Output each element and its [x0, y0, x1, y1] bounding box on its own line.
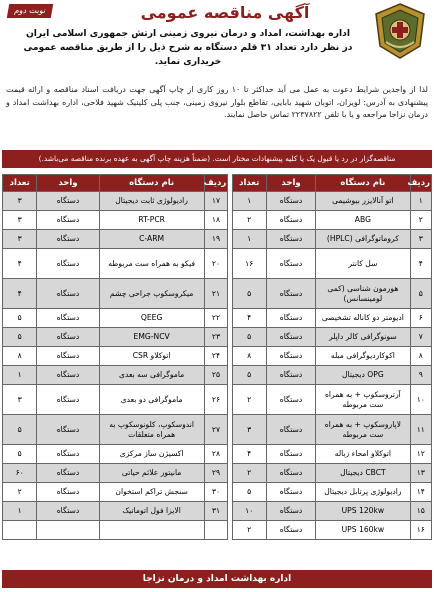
count-cell: ۸ [232, 347, 266, 366]
count-cell: ۲ [232, 464, 266, 483]
row-number-cell: ۲۰ [204, 249, 228, 279]
table-row [3, 328, 432, 347]
column-separator [228, 249, 232, 279]
device-name-cell: QEEG [99, 309, 204, 328]
column-separator [228, 502, 232, 521]
unit-cell: دستگاه [266, 502, 315, 521]
device-name-cell: EMG-NCV [99, 328, 204, 347]
column-separator [228, 211, 232, 230]
row-number-cell: ۲۲ [204, 309, 228, 328]
equipment-table [2, 174, 432, 540]
unit-cell: دستگاه [266, 347, 315, 366]
table-body [3, 192, 432, 540]
row-number-cell: ۳ [410, 230, 431, 249]
ad-title: آگهی مناقصه عمومی [140, 3, 310, 22]
unit-cell: دستگاه [266, 279, 315, 309]
count-cell: ۱ [3, 366, 37, 385]
heading-line-3: خریداری نماید. [154, 56, 222, 67]
device-name-cell: میکروسکوپ جراحی چشم [99, 279, 204, 309]
count-cell: ۵ [232, 366, 266, 385]
count-cell [3, 521, 37, 540]
count-cell: ۱ [232, 230, 266, 249]
device-name-cell: OPG دیجیتال [316, 366, 410, 385]
device-name-cell: اکسیژن ساز مرکزی [99, 445, 204, 464]
column-separator [228, 192, 232, 211]
table-row [3, 347, 432, 366]
device-name-cell: مانیتور علائم حیاتی [99, 464, 204, 483]
device-name-cell: رادیولوژی ثابت دیجیتال [99, 192, 204, 211]
count-cell: ۴ [3, 249, 37, 279]
row-number-cell: ۱۴ [410, 483, 431, 502]
count-cell: ۱ [232, 192, 266, 211]
count-cell: ۲ [232, 385, 266, 415]
unit-cell: دستگاه [266, 521, 315, 540]
count-cell: ۵ [3, 309, 37, 328]
device-name-cell [99, 521, 204, 540]
row-number-cell: ۱۱ [410, 415, 431, 445]
count-cell: ۵ [232, 279, 266, 309]
header-unit: واحد [266, 175, 315, 192]
table-row [3, 211, 432, 230]
unit-cell: دستگاه [266, 415, 315, 445]
device-name-cell: فیکو به همراه ست مربوطه [99, 249, 204, 279]
column-separator [228, 309, 232, 328]
count-cell: ۵ [3, 328, 37, 347]
count-cell: ۲ [3, 483, 37, 502]
device-name-cell: CBCT دیجیتال [316, 464, 410, 483]
unit-cell: دستگاه [37, 415, 99, 445]
unit-cell: دستگاه [37, 211, 99, 230]
unit-cell: دستگاه [37, 464, 99, 483]
count-cell: ۳ [3, 230, 37, 249]
row-number-cell: ۲۹ [204, 464, 228, 483]
row-number-cell: ۱۲ [410, 445, 431, 464]
device-name-cell: RT-PCR [99, 211, 204, 230]
table-header-row [3, 175, 432, 192]
unit-cell: دستگاه [266, 366, 315, 385]
device-name-cell: اتو آنالایزر بیوشیمی [316, 192, 410, 211]
count-cell: ۴ [3, 279, 37, 309]
row-number-cell: ۲۷ [204, 415, 228, 445]
count-cell: ۳ [3, 211, 37, 230]
notice-bar: مناقصه‌گزار در رد یا قبول یک یا کلیه پیشنهادات مختار است. (ضمناً هزینه چاپ آگهی به عهده برنده مناقصه می‌باشد.) [2, 150, 432, 168]
device-name-cell: هورمون شناسی (کمی لومینسانس) [316, 279, 410, 309]
column-separator [228, 230, 232, 249]
unit-cell: دستگاه [37, 249, 99, 279]
unit-cell: دستگاه [37, 192, 99, 211]
header-device-name: نام دستگاه [99, 175, 204, 192]
table-row [3, 464, 432, 483]
unit-cell: دستگاه [266, 309, 315, 328]
column-separator [228, 347, 232, 366]
row-number-cell: ۱۰ [410, 385, 431, 415]
row-number-cell: ۳۰ [204, 483, 228, 502]
count-cell: ۴ [232, 445, 266, 464]
device-name-cell: سل کانتر [316, 249, 410, 279]
device-name-cell: اتوکلاو امحاء زباله [316, 445, 410, 464]
unit-cell: دستگاه [37, 366, 99, 385]
table-row [3, 385, 432, 415]
device-name-cell: آرتروسکوپ + به همراه ست مربوطه [316, 385, 410, 415]
table-row [3, 230, 432, 249]
column-separator [228, 483, 232, 502]
unit-cell: دستگاه [266, 464, 315, 483]
device-name-cell: ادیومتر دو کاناله تشخیصی [316, 309, 410, 328]
count-cell: ۱۶ [232, 249, 266, 279]
count-cell: ۳ [232, 415, 266, 445]
count-cell: ۱ [3, 502, 37, 521]
row-number-cell: ۶ [410, 309, 431, 328]
row-number-cell: ۲۸ [204, 445, 228, 464]
row-number-cell: ۵ [410, 279, 431, 309]
row-number-cell [204, 521, 228, 540]
row-number-cell: ۲۱ [204, 279, 228, 309]
row-number-cell: ۱۳ [410, 464, 431, 483]
column-separator [228, 175, 232, 192]
unit-cell: دستگاه [266, 211, 315, 230]
count-cell: ۵ [232, 328, 266, 347]
column-separator [228, 521, 232, 540]
intro-paragraph: لذا از واجدین شرایط دعوت به عمل می آید حداکثر تا ۱۰ روز کاری از چاپ آگهی جهت دریافت اسناد مناقصه و ارائه قیمت پیشنهادی به آدرس: لویزان، اتوبان شهید بابایی، تقاطع بلوار نیروی زمینی، جنب پلی کلینیک شهید فلاحی، اداره بهداشت امداد و درمان نزاجا مراجعه و یا با تلفن ۲۲۳۷۸۲۲ تماس حاصل نمایند. [6, 85, 428, 119]
row-number-cell: ۱۷ [204, 192, 228, 211]
unit-cell: دستگاه [266, 328, 315, 347]
device-name-cell: اندوسکوپ، کلونوسکوپ به همراه متعلقات [99, 415, 204, 445]
table-row [3, 309, 432, 328]
ad-heading [8, 27, 368, 69]
footer-bar: اداره بهداشت امداد و درمان نزاجا [2, 570, 432, 588]
unit-cell: دستگاه [37, 502, 99, 521]
unit-cell: دستگاه [37, 483, 99, 502]
count-cell: ۵ [3, 445, 37, 464]
count-cell: ۸ [3, 347, 37, 366]
count-cell: ۳ [3, 385, 37, 415]
header-device-name: نام دستگاه [316, 175, 410, 192]
device-name-cell: UPS 160kw [316, 521, 410, 540]
unit-cell: دستگاه [266, 192, 315, 211]
row-number-cell: ۱۸ [204, 211, 228, 230]
unit-cell: دستگاه [37, 328, 99, 347]
count-cell: ۱۰ [232, 502, 266, 521]
unit-cell: دستگاه [37, 347, 99, 366]
unit-cell: دستگاه [37, 309, 99, 328]
count-cell: ۵ [3, 415, 37, 445]
row-number-cell: ۱۵ [410, 502, 431, 521]
device-name-cell: رادیولوژی پرتابل دیجیتال [316, 483, 410, 502]
table-row [3, 279, 432, 309]
table-row [3, 249, 432, 279]
unit-cell: دستگاه [266, 249, 315, 279]
device-name-cell: کروماتوگرافی (HPLC) [316, 230, 410, 249]
unit-cell: دستگاه [37, 445, 99, 464]
device-name-cell: C-ARM [99, 230, 204, 249]
device-name-cell: الایزا فول اتوماتیک [99, 502, 204, 521]
row-number-cell: ۱۶ [410, 521, 431, 540]
column-separator [228, 279, 232, 309]
row-number-cell: ۲۵ [204, 366, 228, 385]
count-cell: ۴ [232, 309, 266, 328]
header-count: تعداد [232, 175, 266, 192]
count-cell: ۶۰ [3, 464, 37, 483]
column-separator [228, 385, 232, 415]
row-number-cell: ۳۱ [204, 502, 228, 521]
device-name-cell: UPS 120kw [316, 502, 410, 521]
column-separator [228, 366, 232, 385]
column-separator [228, 464, 232, 483]
table-row [3, 502, 432, 521]
device-name-cell: ABG [316, 211, 410, 230]
header-count: تعداد [3, 175, 37, 192]
device-name-cell: سنجش تراکم استخوان [99, 483, 204, 502]
row-number-cell: ۷ [410, 328, 431, 347]
unit-cell: دستگاه [266, 385, 315, 415]
heading-line-2: در نظر دارد تعداد ۳۱ قلم دستگاه به شرح ذیل را از طریق مناقصه عمومی [23, 42, 353, 53]
row-number-cell: ۸ [410, 347, 431, 366]
unit-cell: دستگاه [37, 230, 99, 249]
row-number-cell: ۲۳ [204, 328, 228, 347]
count-cell: ۲ [232, 521, 266, 540]
count-cell: ۳ [3, 192, 37, 211]
column-separator [228, 415, 232, 445]
unit-cell: دستگاه [37, 279, 99, 309]
header-unit: واحد [37, 175, 99, 192]
army-health-logo [372, 2, 428, 60]
table-row [3, 483, 432, 502]
row-number-cell: ۴ [410, 249, 431, 279]
unit-cell: دستگاه [266, 445, 315, 464]
table-row [3, 192, 432, 211]
device-name-cell: ماموگرافی سه بعدی [99, 366, 204, 385]
table-row [3, 415, 432, 445]
row-number-cell: ۲ [410, 211, 431, 230]
header-row-number: ردیف [410, 175, 431, 192]
heading-line-1: اداره بهداشت، امداد و درمان نیروی زمینی ارتش جمهوری اسلامی ایران [25, 28, 351, 39]
device-name-cell: اتوکلاو CSR [99, 347, 204, 366]
header-row-number: ردیف [204, 175, 228, 192]
column-separator [228, 328, 232, 347]
device-name-cell: اکوکاردیوگرافی مبله [316, 347, 410, 366]
column-separator [228, 445, 232, 464]
count-cell: ۲ [232, 211, 266, 230]
table-row [3, 521, 432, 540]
row-number-cell: ۲۶ [204, 385, 228, 415]
row-number-cell: ۲۴ [204, 347, 228, 366]
round-badge: نوبت دوم [7, 4, 53, 18]
unit-cell [37, 521, 99, 540]
row-number-cell: ۱۹ [204, 230, 228, 249]
device-name-cell: سونوگرافی کالر داپلر [316, 328, 410, 347]
row-number-cell: ۹ [410, 366, 431, 385]
unit-cell: دستگاه [266, 483, 315, 502]
unit-cell: دستگاه [37, 385, 99, 415]
unit-cell: دستگاه [266, 230, 315, 249]
device-name-cell: لاپاروسکوپ + به همراه ست مربوطه [316, 415, 410, 445]
equipment-table-wrapper [2, 174, 432, 540]
table-row [3, 366, 432, 385]
table-row [3, 445, 432, 464]
count-cell: ۵ [232, 483, 266, 502]
device-name-cell: ماموگرافی دو بعدی [99, 385, 204, 415]
row-number-cell: ۱ [410, 192, 431, 211]
